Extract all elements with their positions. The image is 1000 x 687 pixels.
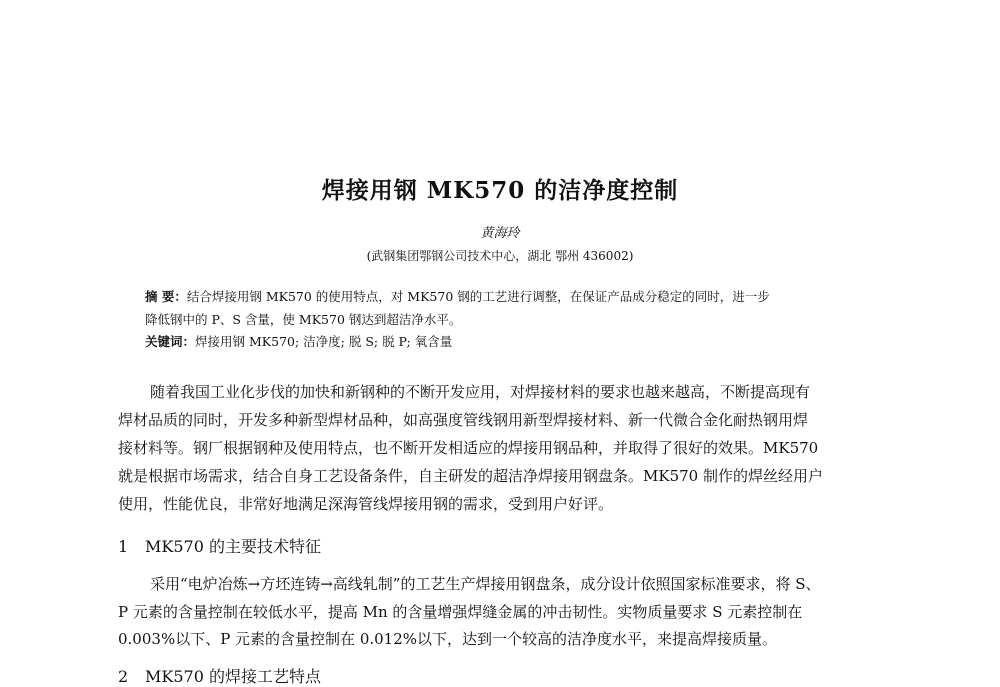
abstract-line-1 — [145, 287, 770, 305]
intro-paragraph-line: 使用，性能优良，非常好地满足深海管线焊接用钢的需求，受到用户好评。 — [118, 495, 614, 513]
section-1-paragraph-line: P 元素的含量控制在较低水平，提高 Mn 的含量增强焊缝金属的冲击韧性。实物质量要求 S 元素控制在 — [118, 603, 803, 621]
author-name: 黄海玲 — [480, 226, 520, 241]
abstract-line-2: 降低钢中的 P、S 含量，使 MK570 钢达到超洁净水平。 — [145, 312, 462, 327]
keywords-label: 关键词： — [145, 334, 196, 349]
section-1-paragraph-line: 采用“电炉冶炼→方坯连铸→高线轧制”的工艺生产焊接用钢盘条，成分设计依照国家标准要求，将 S、 — [150, 575, 821, 593]
intro-paragraph-line: 焊材品质的同时，开发多种新型焊材品种，如高强度管线钢用新型焊接材料、新一代微合金化耐热钢用焊 — [118, 411, 809, 429]
abstract-text: 结合焊接用钢 MK570 的使用特点，对 MK570 钢的工艺进行调整，在保证产品成分稳定的同时，进一步 — [186, 289, 770, 304]
keywords-text: 焊接用钢 MK570; 洁净度; 脱 S; 脱 P; 氧含量 — [195, 334, 453, 349]
keywords-line — [145, 332, 452, 350]
section-1-paragraph-line: 0.003%以下、P 元素的含量控制在 0.012%以下，达到一个较高的洁净度水平，来提高焊接质量。 — [118, 630, 778, 648]
section-2-title: MK570 的焊接工艺特点 — [145, 667, 321, 686]
intro-paragraph-line: 接材料等。钢厂根据钢种及使用特点，也不断开发相适应的焊接用钢品种，并取得了很好的效果。MK570 — [118, 439, 819, 457]
abstract-label: 摘 要： — [145, 289, 187, 304]
paper-title: 焊接用钢 MK570 的洁净度控制 — [321, 177, 679, 204]
section-1-heading — [118, 534, 321, 557]
section-2-number: 2 — [118, 667, 129, 686]
intro-paragraph-line: 随着我国工业化步伐的加快和新钢种的不断开发应用，对焊接材料的要求也越来越高，不断提高现有 — [150, 383, 811, 401]
author-affiliation: (武钢集团鄂钢公司技术中心，湖北 鄂州 436002) — [366, 249, 634, 263]
section-1-number: 1 — [118, 537, 129, 556]
section-1-title: MK570 的主要技术特征 — [145, 537, 321, 556]
intro-paragraph-line: 就是根据市场需求，结合自身工艺设备条件，自主研发的超洁净焊接用钢盘条。MK570 制作的焊丝经用户 — [118, 467, 823, 485]
